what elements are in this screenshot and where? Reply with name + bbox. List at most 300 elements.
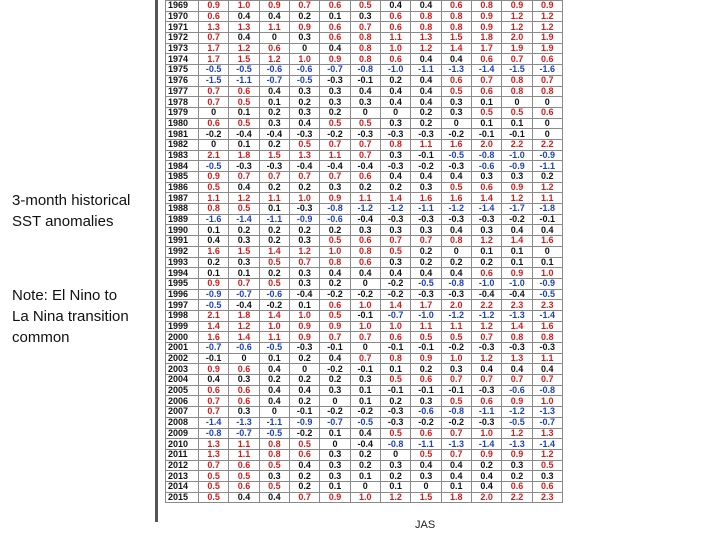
anomaly-cell: 0.8 [532,332,562,343]
anomaly-cell: 0.4 [441,225,471,236]
anomaly-cell: 0.2 [289,11,319,22]
anomaly-cell: -1.0 [411,310,441,321]
anomaly-cell: 0.7 [350,353,380,364]
anomaly-cell: 0.5 [229,471,259,482]
anomaly-cell: 0.6 [350,172,380,183]
anomaly-cell: 0.3 [380,225,410,236]
anomaly-cell: 0.2 [259,236,289,247]
table-row [166,417,563,428]
anomaly-cell: 2.3 [532,300,562,311]
anomaly-cell: 0.6 [229,385,259,396]
anomaly-cell: 0.5 [320,236,350,247]
anomaly-cell: 1.4 [259,246,289,257]
anomaly-cell: -0.9 [532,278,562,289]
year-cell: 1994 [166,268,199,279]
anomaly-cell: 0.6 [411,375,441,386]
anomaly-cell: 1.6 [441,193,471,204]
anomaly-cell: 0.4 [350,428,380,439]
anomaly-cell: 0.2 [350,460,380,471]
table-row [166,321,563,332]
table-row [166,11,563,22]
table-row [166,396,563,407]
table-row [166,97,563,108]
anomaly-cell: 2.2 [532,139,562,150]
anomaly-cell: 0.5 [380,375,410,386]
anomaly-cell: 0.4 [411,172,441,183]
anomaly-cell: 0.2 [289,481,319,492]
anomaly-cell: -0.3 [380,214,410,225]
anomaly-cell: 2.1 [199,310,229,321]
anomaly-cell: 1.5 [229,246,259,257]
anomaly-cell: -1.3 [532,407,562,418]
anomaly-cell: 0.9 [199,278,229,289]
anomaly-cell: 0.5 [350,118,380,129]
anomaly-cell: 1.1 [411,139,441,150]
anomaly-cell: 1.2 [229,193,259,204]
anomaly-cell: 0.6 [199,385,229,396]
anomaly-cell: 0.3 [350,11,380,22]
table-row [166,107,563,118]
anomaly-cell: -0.5 [441,150,471,161]
anomaly-cell: 0.3 [350,97,380,108]
anomaly-cell: -1.4 [471,65,501,76]
anomaly-cell: 0.7 [259,172,289,183]
anomaly-cell: 0.4 [380,86,410,97]
anomaly-cell: 0.1 [199,225,229,236]
anomaly-cell: 0.6 [471,86,501,97]
anomaly-cell: -0.4 [289,161,319,172]
anomaly-cell: 0.4 [320,268,350,279]
anomaly-cell: -0.3 [380,161,410,172]
anomaly-cell: 0.2 [532,172,562,183]
anomaly-cell: 0.6 [320,33,350,44]
anomaly-cell: 1.9 [532,33,562,44]
anomaly-cell: 0.8 [502,86,532,97]
anomaly-cell: 0.3 [532,471,562,482]
anomaly-cell: -0.3 [411,214,441,225]
anomaly-cell: 0.1 [380,481,410,492]
anomaly-cell: 0.9 [502,1,532,12]
anomaly-cell: 0.1 [350,471,380,482]
anomaly-cell: 1.3 [199,449,229,460]
anomaly-cell: -0.2 [350,289,380,300]
anomaly-cell: -0.6 [471,161,501,172]
anomaly-cell: -0.1 [441,385,471,396]
anomaly-cell: -1.2 [502,407,532,418]
anomaly-cell: -1.1 [411,439,441,450]
anomaly-cell: -1.1 [229,75,259,86]
anomaly-cell: -0.7 [532,417,562,428]
anomaly-cell: 0.5 [441,396,471,407]
anomaly-cell: 0.7 [199,396,229,407]
anomaly-cell: 1.0 [350,321,380,332]
anomaly-cell: 0.5 [199,182,229,193]
anomaly-cell: 0.4 [411,268,441,279]
anomaly-cell: 0 [532,97,562,108]
anomaly-cell: 0.3 [289,278,319,289]
anomaly-cell: 1.9 [532,43,562,54]
anomaly-cell: -0.3 [229,161,259,172]
year-cell: 1997 [166,300,199,311]
anomaly-cell: 0.3 [350,375,380,386]
anomaly-cell: 0.1 [502,257,532,268]
anomaly-cell: -0.1 [350,75,380,86]
divider-line [155,0,158,522]
table-row [166,86,563,97]
anomaly-cell: -0.9 [289,417,319,428]
anomaly-cell: -0.1 [199,353,229,364]
anomaly-cell: 0.2 [289,97,319,108]
anomaly-cell: 1.4 [502,321,532,332]
year-cell: 1985 [166,172,199,183]
anomaly-cell: 0.4 [229,33,259,44]
anomaly-cell: 0.4 [259,385,289,396]
table-row [166,343,563,354]
anomaly-cell: 0.3 [320,471,350,482]
anomaly-cell: -0.1 [350,310,380,321]
anomaly-cell: 1.2 [502,22,532,33]
anomaly-cell: 1.1 [259,193,289,204]
anomaly-cell: 0.2 [411,364,441,375]
anomaly-cell: -0.1 [502,129,532,140]
year-cell: 2011 [166,449,199,460]
anomaly-cell: 0.6 [532,107,562,118]
anomaly-cell: -0.8 [532,385,562,396]
table-row [166,139,563,150]
anomaly-cell: -1.2 [441,310,471,321]
anomaly-cell: 1.2 [471,236,501,247]
anomaly-cell: -0.2 [320,129,350,140]
anomaly-cell: 1.5 [229,54,259,65]
anomaly-cell: 0.3 [350,225,380,236]
anomaly-cell: -0.5 [532,289,562,300]
table-row [166,300,563,311]
anomaly-cell: -0.3 [502,343,532,354]
anomaly-cell: 0.7 [229,172,259,183]
anomaly-cell: 0 [350,481,380,492]
anomaly-cell: 0.6 [320,22,350,33]
anomaly-cell: 0.6 [441,75,471,86]
anomaly-cell: 1.1 [229,439,259,450]
anomaly-cell: -0.3 [471,385,501,396]
anomaly-cell: 1.4 [502,236,532,247]
anomaly-cell: 0.2 [471,460,501,471]
anomaly-cell: 0 [350,278,380,289]
anomaly-cell: 0.6 [471,396,501,407]
anomaly-cell: -0.4 [350,214,380,225]
anomaly-cell: 1.0 [441,353,471,364]
anomaly-cell: 0.3 [289,236,319,247]
anomaly-cell: 1.7 [199,43,229,54]
anomaly-cell: 0.8 [532,86,562,97]
anomaly-cell: 1.8 [441,492,471,503]
table-row [166,385,563,396]
anomaly-cell: 0.4 [471,481,501,492]
anomaly-cell: -0.2 [380,289,410,300]
anomaly-cell: 0.6 [229,481,259,492]
anomaly-cell: 0.5 [229,97,259,108]
anomaly-cell: 0.9 [199,1,229,12]
anomaly-cell: 0.9 [199,364,229,375]
anomaly-cell: 1.2 [502,193,532,204]
anomaly-cell: 0.7 [350,139,380,150]
anomaly-cell: -0.6 [411,407,441,418]
anomaly-cell: 0.3 [229,257,259,268]
anomaly-cell: 0.5 [289,139,319,150]
anomaly-cell: 1.0 [350,300,380,311]
year-cell: 1973 [166,43,199,54]
anomaly-cell: -1.5 [199,75,229,86]
anomaly-cell: 0.2 [259,139,289,150]
transition-note: Note: El Nino to La Nina transition common [12,287,129,346]
anomaly-cell: 0.4 [441,460,471,471]
anomaly-cell: 0.1 [471,246,501,257]
anomaly-cell: 0.2 [380,182,410,193]
anomaly-cell: 0.4 [350,86,380,97]
anomaly-cell: 1.8 [229,150,259,161]
anomaly-cell: 0.1 [471,97,501,108]
anomaly-cell: -1.3 [502,310,532,321]
anomaly-cell: 0.7 [441,428,471,439]
year-cell: 1995 [166,278,199,289]
anomaly-cell: -1.2 [380,204,410,215]
anomaly-cell: 2.0 [441,300,471,311]
anomaly-cell: -0.4 [259,129,289,140]
anomaly-cell: 0.5 [441,182,471,193]
anomaly-cell: -0.8 [441,278,471,289]
anomaly-cell: -0.8 [380,439,410,450]
anomaly-cell: 0.2 [411,118,441,129]
anomaly-cell: 2.2 [471,300,501,311]
anomaly-cell: 0.4 [380,172,410,183]
anomaly-cell: -1.2 [441,204,471,215]
anomaly-cell: -0.1 [320,343,350,354]
anomaly-cell: 0.4 [380,1,410,12]
anomaly-cell: 0.7 [471,75,501,86]
anomaly-cell: 0 [229,353,259,364]
anomaly-cell: 0.7 [199,86,229,97]
anomaly-cell: 0 [411,481,441,492]
anomaly-cell: 0.6 [380,11,410,22]
anomaly-cell: 1.2 [289,246,319,257]
anomaly-cell: 1.3 [199,439,229,450]
anomaly-cell: 1.2 [471,321,501,332]
anomaly-cell: 0.6 [502,481,532,492]
anomaly-cell: 0.8 [411,11,441,22]
anomaly-cell: 0.4 [289,460,319,471]
anomaly-cell: 0 [259,407,289,418]
anomaly-cell: -0.3 [471,343,501,354]
year-cell: 1977 [166,86,199,97]
anomaly-cell: 0.4 [289,118,319,129]
anomaly-cell: -0.7 [380,310,410,321]
year-cell: 1976 [166,75,199,86]
anomaly-cell: -0.3 [259,161,289,172]
anomaly-cell: -0.7 [259,75,289,86]
anomaly-cell: 0.3 [229,236,259,247]
table-row [166,118,563,129]
anomaly-cell: 0.8 [471,1,501,12]
anomaly-cell: 0.2 [289,396,319,407]
year-cell: 2005 [166,385,199,396]
anomaly-cell: 0.7 [471,332,501,343]
anomaly-cell: 0.4 [411,460,441,471]
anomaly-cell: 1.2 [532,449,562,460]
anomaly-cell: 0.5 [229,204,259,215]
anomaly-cell: 0.2 [380,396,410,407]
anomaly-cell: 0.2 [380,75,410,86]
anomaly-cell: -0.5 [502,417,532,428]
anomaly-cell: 1.3 [199,22,229,33]
anomaly-cell: 0.6 [532,54,562,65]
anomaly-cell: 0.6 [259,43,289,54]
anomaly-cell: 0.1 [259,353,289,364]
anomaly-cell: 0.1 [320,11,350,22]
anomaly-cell: 0 [502,97,532,108]
anomaly-cell: 0.4 [471,471,501,482]
anomaly-cell: -0.2 [441,343,471,354]
table-row [166,225,563,236]
anomaly-cell: 1.0 [532,268,562,279]
anomaly-cell: 0.4 [502,364,532,375]
anomaly-cell: 0.5 [441,332,471,343]
table-row [166,289,563,300]
anomaly-cell: 1.2 [229,321,259,332]
anomaly-cell: 1.4 [380,300,410,311]
anomaly-cell: 0.3 [380,257,410,268]
anomaly-cell: 0.4 [411,1,441,12]
anomaly-cell: 0.7 [320,332,350,343]
anomaly-cell: 1.1 [380,33,410,44]
anomaly-cell: 2.3 [532,492,562,503]
anomaly-cell: 1.0 [289,310,319,321]
anomaly-cell: 0.5 [259,278,289,289]
year-cell: 1998 [166,310,199,321]
anomaly-cell: 1.2 [532,182,562,193]
anomaly-cell: 0.9 [289,332,319,343]
anomaly-cell: 0.1 [259,204,289,215]
anomaly-cell: 1.1 [320,150,350,161]
anomaly-cell: 0.1 [289,300,319,311]
anomaly-cell: 0.7 [441,449,471,460]
anomaly-cell: 0 [199,139,229,150]
anomaly-cell: 0.5 [259,481,289,492]
anomaly-cell: 0.4 [229,182,259,193]
anomaly-cell: 0.4 [320,43,350,54]
anomaly-cell: -0.4 [471,289,501,300]
anomaly-cell: 0.4 [289,385,319,396]
anomaly-cell: 0.9 [320,321,350,332]
anomaly-cell: -1.8 [532,204,562,215]
anomaly-cell: -0.5 [199,161,229,172]
anomaly-cell: 0.1 [259,97,289,108]
table-row [166,182,563,193]
anomaly-cell: -0.1 [471,129,501,140]
oni-table-image [165,0,563,519]
anomaly-cell: 0 [289,364,319,375]
anomaly-cell: 0.3 [320,182,350,193]
anomaly-cell: -0.6 [289,65,319,76]
anomaly-cell: 2.0 [471,139,501,150]
anomaly-cell: 0.7 [289,1,319,12]
anomaly-cell: 1.0 [532,396,562,407]
year-cell: 1970 [166,11,199,22]
anomaly-cell: 0.3 [320,86,350,97]
anomaly-cell: -0.5 [259,343,289,354]
anomaly-cell: -0.2 [320,407,350,418]
anomaly-cell: 0.3 [229,407,259,418]
table-row [166,33,563,44]
anomaly-cell: 0.7 [502,375,532,386]
anomaly-cell: -0.6 [259,289,289,300]
anomaly-cell: 0.2 [441,257,471,268]
anomaly-cell: 0.8 [199,204,229,215]
anomaly-cell: 0.4 [259,364,289,375]
anomaly-cell: 0.6 [199,11,229,22]
anomaly-cell: -0.7 [229,428,259,439]
anomaly-cell: 1.2 [471,353,501,364]
anomaly-cell: -0.2 [320,289,350,300]
anomaly-cell: 1.0 [350,492,380,503]
anomaly-cell: 1.4 [259,310,289,321]
anomaly-cell: 0.3 [441,97,471,108]
anomaly-cell: 0.4 [350,268,380,279]
anomaly-cell: -0.4 [350,439,380,450]
anomaly-cell: 1.1 [411,321,441,332]
anomaly-cell: 0.5 [199,471,229,482]
historical-sst-note: 3-month historical SST anomalies [12,192,131,230]
anomaly-cell: 0.5 [199,481,229,492]
anomaly-cell: 0.1 [320,481,350,492]
anomaly-cell: -0.2 [380,278,410,289]
anomaly-cell: 1.0 [259,321,289,332]
anomaly-cell: -0.5 [199,65,229,76]
anomaly-cell: 0.5 [471,107,501,118]
anomaly-cell: -1.3 [229,417,259,428]
anomaly-cell: 0.7 [532,375,562,386]
anomaly-cell: 0.7 [289,492,319,503]
table-row [166,481,563,492]
anomaly-cell: 0.3 [411,182,441,193]
anomaly-cell: 1.2 [229,43,259,54]
anomaly-cell: 0 [441,246,471,257]
year-cell: 1992 [166,246,199,257]
anomaly-cell: -1.5 [502,65,532,76]
anomaly-cell: -0.9 [199,289,229,300]
anomaly-cell: 0.7 [532,75,562,86]
anomaly-cell: 0.9 [502,182,532,193]
anomaly-cell: 1.3 [532,428,562,439]
year-cell: 2013 [166,471,199,482]
anomaly-cell: 0.5 [411,449,441,460]
anomaly-cell: 0.2 [350,449,380,460]
table-row [166,375,563,386]
anomaly-cell: 1.2 [380,492,410,503]
anomaly-cell: 0.6 [441,1,471,12]
anomaly-cell: 0.4 [259,492,289,503]
anomaly-cell: -0.8 [471,150,501,161]
anomaly-cell: 1.1 [350,193,380,204]
anomaly-cell: -0.9 [289,214,319,225]
anomaly-cell: 0.6 [380,22,410,33]
anomaly-cell: -0.5 [199,300,229,311]
anomaly-cell: -0.6 [320,214,350,225]
anomaly-cell: 0.3 [411,396,441,407]
year-cell: 1974 [166,54,199,65]
anomaly-cell: 0.2 [471,257,501,268]
anomaly-cell: 0.6 [199,118,229,129]
table-row [166,75,563,86]
